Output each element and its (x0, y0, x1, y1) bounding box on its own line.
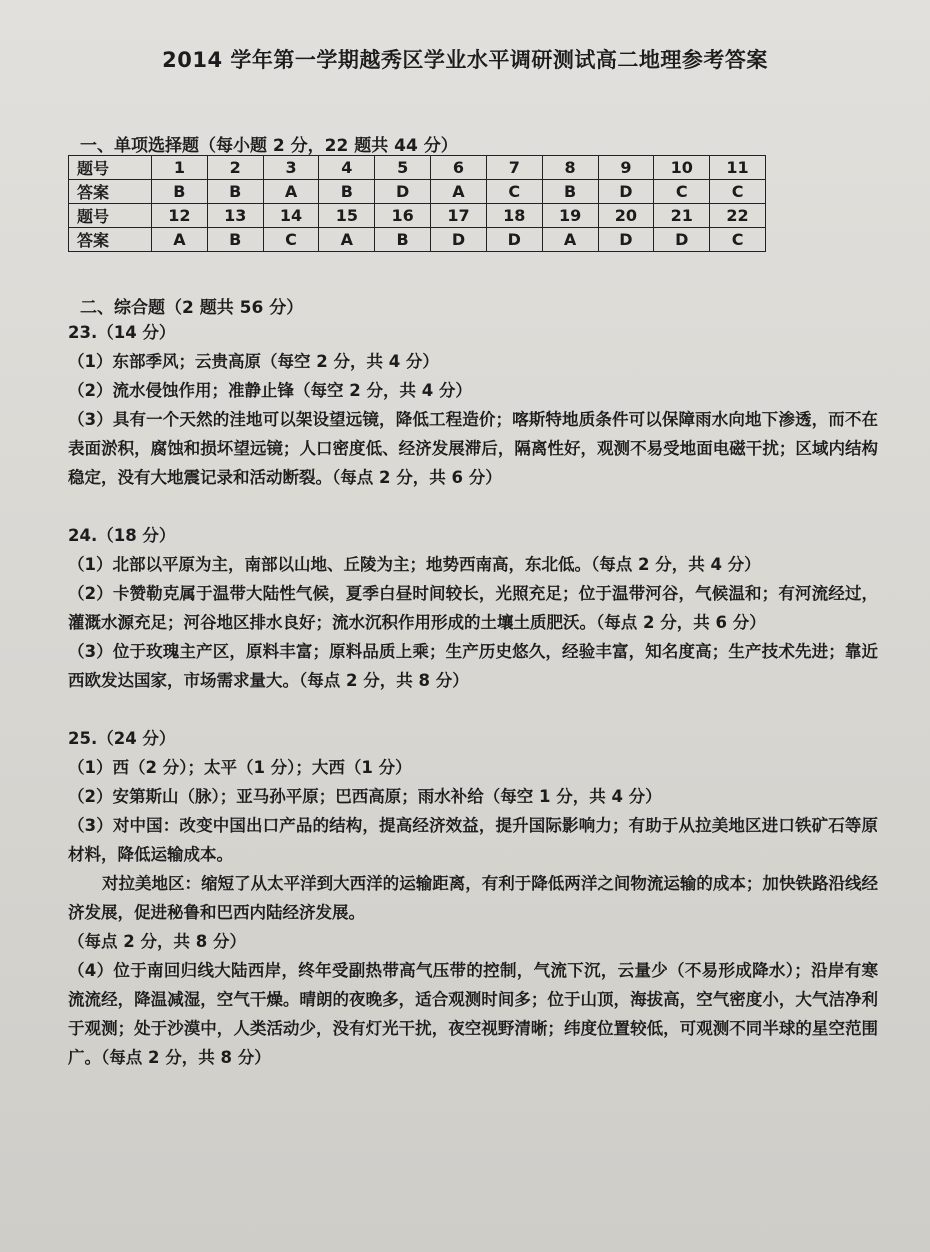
answer-cell: B (319, 180, 375, 204)
question-number: 7 (486, 156, 542, 180)
answer-cell: D (598, 180, 654, 204)
question-number: 8 (542, 156, 598, 180)
question-number: 21 (654, 204, 710, 228)
answer-cell: A (319, 228, 375, 252)
q25-answer-4: （4）位于南回归线大陆西岸，终年受副热带高气压带的控制，气流下沉，云量少（不易形成降水）；沿岸有寒流流经，降温减湿，空气干燥。晴朗的夜晚多，适合观测时间多；位于山顶，海拔高，空气密度小，大气洁净利于观测；处于沙漠中，人类活动少，没有灯光干扰，夜空视野清晰；纬度位置较低，可观测不同半球的星空范围广。（每点 2 分，共 8 分） (68, 961, 878, 1067)
table-row (69, 180, 766, 204)
answer-cell: D (375, 180, 431, 204)
question-number: 20 (598, 204, 654, 228)
question-number: 19 (542, 204, 598, 228)
answer-cell: C (710, 228, 766, 252)
q24-answer-1: （1）北部以平原为主，南部以山地、丘陵为主；地势西南高，东北低。（每点 2 分，共 4 分） (68, 555, 761, 574)
table-row (69, 204, 766, 228)
question-number: 3 (263, 156, 319, 180)
q23-answer-2: （2）流水侵蚀作用；准静止锋（每空 2 分，共 4 分） (68, 381, 472, 400)
question-number: 6 (431, 156, 487, 180)
q25-answer-3-latam: 对拉美地区：缩短了从太平洋到大西洋的运输距离，有利于降低两洋之间物流运输的成本；加快铁路沿线经济发展，促进秘鲁和巴西内陆经济发展。 (68, 874, 878, 922)
answer-cell: C (654, 180, 710, 204)
q25-answer-3-score: （每点 2 分，共 8 分） (68, 932, 246, 951)
answer-cell: A (431, 180, 487, 204)
q25-answer-3-china: （3）对中国：改变中国出口产品的结构，提高经济效益，提升国际影响力；有助于从拉美地区进口铁矿石等原材料，降低运输成本。 (68, 816, 878, 864)
answer-cell: D (598, 228, 654, 252)
table-row (69, 156, 766, 180)
answer-cell: D (654, 228, 710, 252)
q23-label: 23.（14 分） (68, 323, 176, 342)
question-number: 1 (152, 156, 208, 180)
section1-heading: 一、单项选择题（每小题 2 分，22 题共 44 分） (80, 136, 458, 156)
answer-cell: C (486, 180, 542, 204)
q24-answer-2: （2）卡赞勒克属于温带大陆性气候，夏季白昼时间较长，光照充足；位于温带河谷，气候温和；有河流经过，灌溉水源充足；河谷地区排水良好；流水沉积作用形成的土壤土质肥沃。（每点 2 分，共 6 分） (68, 584, 878, 632)
answer-cell: B (375, 228, 431, 252)
question-number: 9 (598, 156, 654, 180)
question-number: 13 (207, 204, 263, 228)
section2-body (68, 318, 878, 1072)
answer-cell: A (152, 228, 208, 252)
question-number: 16 (375, 204, 431, 228)
question-number: 10 (654, 156, 710, 180)
question-number: 11 (710, 156, 766, 180)
answer-cell: C (710, 180, 766, 204)
table-row (69, 228, 766, 252)
q25-answer-2: （2）安第斯山（脉）；亚马孙平原；巴西高原；雨水补给（每空 1 分，共 4 分） (68, 787, 662, 806)
answer-cell: B (542, 180, 598, 204)
answer-table (68, 155, 766, 252)
question-number: 22 (710, 204, 766, 228)
row-label-number: 题号 (69, 204, 152, 228)
question-number: 4 (319, 156, 375, 180)
q24-answer-3: （3）位于玫瑰主产区，原料丰富；原料品质上乘；生产历史悠久，经验丰富，知名度高；生产技术先进；靠近西欧发达国家，市场需求量大。（每点 2 分，共 8 分） (68, 642, 878, 690)
question-number: 18 (486, 204, 542, 228)
question-number: 5 (375, 156, 431, 180)
section2-heading: 二、综合题（2 题共 56 分） (80, 298, 304, 318)
question-number: 17 (431, 204, 487, 228)
page-title: 2014 学年第一学期越秀区学业水平调研测试高二地理参考答案 (162, 48, 768, 72)
q25-answer-1: （1）西（2 分）；太平（1 分）；大西（1 分） (68, 758, 412, 777)
answer-cell: B (152, 180, 208, 204)
answer-cell: B (207, 228, 263, 252)
row-label-answer: 答案 (69, 180, 152, 204)
answer-cell: B (207, 180, 263, 204)
answer-cell: C (263, 228, 319, 252)
q23-answer-1: （1）东部季风；云贵高原（每空 2 分，共 4 分） (68, 352, 439, 371)
question-number: 12 (152, 204, 208, 228)
answer-cell: D (486, 228, 542, 252)
row-label-number: 题号 (69, 156, 152, 180)
q23-answer-3: （3）具有一个天然的洼地可以架设望远镜，降低工程造价；喀斯特地质条件可以保障雨水向地下渗透，而不在表面淤积，腐蚀和损坏望远镜；人口密度低、经济发展滞后，隔离性好，观测不易受地面电磁干扰；区域内结构稳定，没有大地震记录和活动断裂。（每点 2 分，共 6 分） (68, 410, 878, 487)
answer-cell: D (431, 228, 487, 252)
q24-label: 24.（18 分） (68, 526, 176, 545)
answer-cell: A (263, 180, 319, 204)
question-number: 15 (319, 204, 375, 228)
question-number: 14 (263, 204, 319, 228)
q25-label: 25.（24 分） (68, 729, 176, 748)
row-label-answer: 答案 (69, 228, 152, 252)
question-number: 2 (207, 156, 263, 180)
answer-cell: A (542, 228, 598, 252)
